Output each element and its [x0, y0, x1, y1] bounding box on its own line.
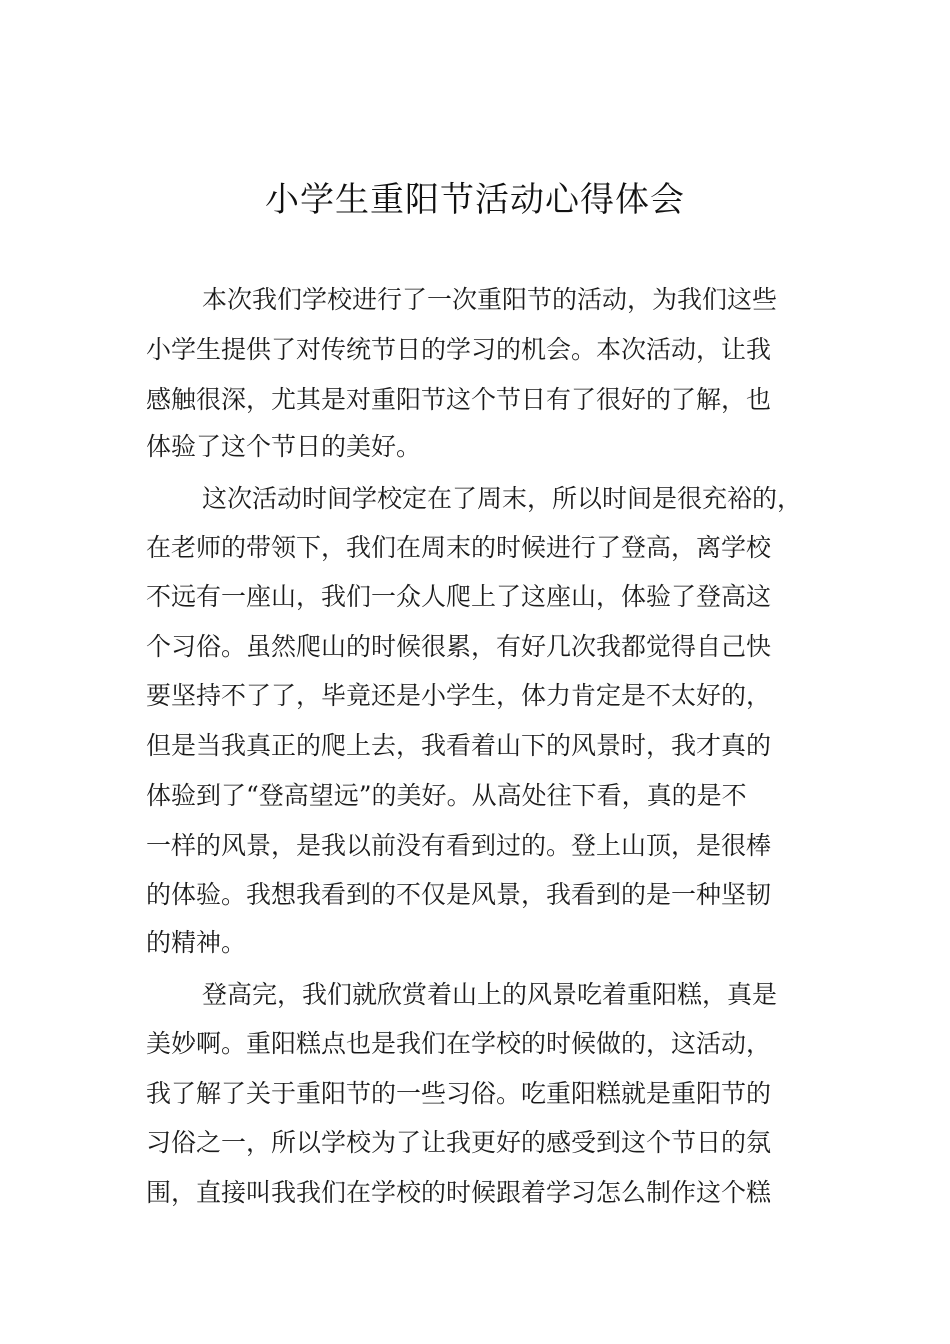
paragraph-line: 一样的风景，是我以前没有看到过的。登上山顶，是很棒: [146, 831, 772, 860]
paragraph-line: 美妙啊。重阳糕点也是我们在学校的时候做的，这活动，: [146, 1029, 772, 1058]
document-title: 小学生重阳节活动心得体会: [265, 180, 685, 220]
paragraph-line: 本次我们学校进行了一次重阳节的活动，为我们这些: [202, 285, 778, 314]
paragraph-line: 体验到了“登高望远”的美好。从高处往下看，真的是不: [146, 781, 747, 810]
paragraph-line: 的精神。: [146, 928, 247, 957]
paragraph-line: 感触很深，尤其是对重阳节这个节日有了很好的了解，也: [146, 385, 772, 414]
paragraph-line: 围，直接叫我我们在学校的时候跟着学习怎么制作这个糕: [146, 1178, 772, 1207]
paragraph-line: 习俗之一，所以学校为了让我更好的感受到这个节日的氛: [146, 1128, 772, 1157]
paragraph-line: 我了解了关于重阳节的一些习俗。吃重阳糕就是重阳节的: [146, 1079, 772, 1108]
paragraph-line: 这次活动时间学校定在了周末，所以时间是很充裕的，: [202, 484, 803, 513]
paragraph-line: 小学生提供了对传统节日的学习的机会。本次活动，让我: [146, 335, 772, 364]
paragraph-line: 但是当我真正的爬上去，我看着山下的风景时，我才真的: [146, 731, 772, 760]
paragraph-line: 登高完，我们就欣赏着山上的风景吃着重阳糕，真是: [202, 980, 778, 1009]
paragraph-line: 要坚持不了了，毕竟还是小学生，体力肯定是不太好的，: [146, 681, 772, 710]
paragraph-line: 不远有一座山，我们一众人爬上了这座山，体验了登高这: [146, 582, 772, 611]
paragraph-line: 体验了这个节日的美好。: [146, 432, 422, 461]
paragraph-line: 在老师的带领下，我们在周末的时候进行了登高，离学校: [146, 533, 772, 562]
paragraph-line: 个习俗。虽然爬山的时候很累，有好几次我都觉得自己快: [146, 632, 772, 661]
paragraph-line: 的体验。我想我看到的不仅是风景，我看到的是一种坚韧: [146, 880, 772, 909]
